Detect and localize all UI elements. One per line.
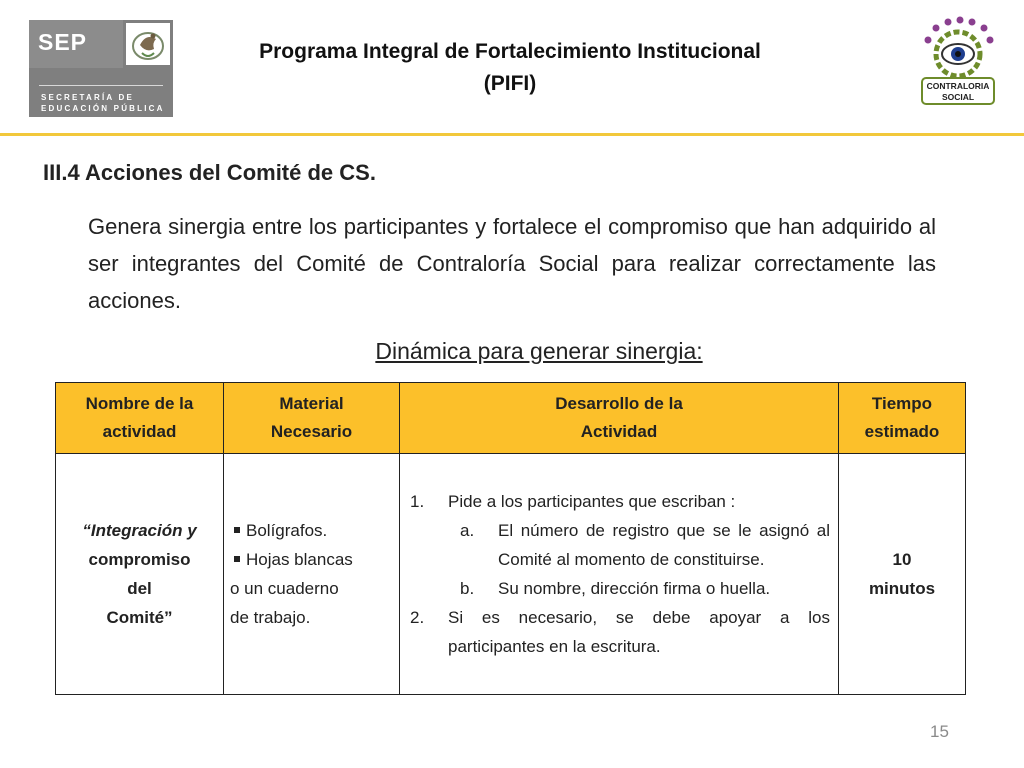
section-heading: III.4 Acciones del Comité de CS. <box>43 160 376 185</box>
table-row <box>56 454 966 695</box>
page-title-line2: (PIFI) <box>483 72 537 95</box>
header-material <box>224 383 400 454</box>
header-divider <box>0 133 1024 136</box>
activity-name-l4: Comité” <box>106 608 173 627</box>
header-development-l1: Desarrollo de la <box>555 394 683 413</box>
list-item <box>410 603 830 661</box>
substep-letter: a. <box>460 521 475 540</box>
step-number: 1. <box>410 492 425 511</box>
page-title-line1: Programa Integral de Fortalecimiento Institucional <box>259 40 761 63</box>
time-unit: minutos <box>868 579 936 598</box>
header-time <box>839 383 966 454</box>
material-cell <box>224 454 400 695</box>
substep-text: El número de registro que se le asignó al Comité al momento de constituirse. <box>498 521 830 569</box>
step-number: 2. <box>410 608 425 627</box>
material-item-2-line2: o un cuaderno <box>230 579 339 598</box>
sep-logo-line2: EDUCACIÓN PÚBLICA <box>41 104 165 113</box>
list-item <box>410 487 830 516</box>
bullet-square-icon <box>234 556 240 562</box>
material-item-2-line1: Hojas blancas <box>246 550 353 569</box>
activity-name-l1: “Integración y <box>82 521 197 540</box>
material-item-2-line3: de trabajo. <box>230 608 311 627</box>
time-cell <box>839 454 966 695</box>
sep-logo <box>29 20 173 117</box>
sep-logo-mark: SEP <box>38 29 88 55</box>
development-cell <box>400 454 839 695</box>
time-value: 10 <box>892 550 912 569</box>
list-item <box>230 545 393 574</box>
step-text: Si es necesario, se debe apoyar a los participantes en la escritura. <box>448 608 830 656</box>
mexican-crest-icon <box>126 23 170 65</box>
contraloria-social-logo <box>916 16 1000 106</box>
activity-name-l3: del <box>127 579 152 598</box>
header-material-l2: Necesario <box>270 422 353 441</box>
header-time-l2: estimado <box>864 422 940 441</box>
header-activity-name-l1: Nombre de la <box>85 394 194 413</box>
header-time-l1: Tiempo <box>871 394 933 413</box>
substep-letter: b. <box>460 579 475 598</box>
sep-logo-divider <box>39 85 163 86</box>
header-activity-name <box>56 383 224 454</box>
substep-text: Su nombre, dirección firma o huella. <box>498 579 771 598</box>
activity-name-l2: compromiso <box>88 550 191 569</box>
material-item-1: Bolígrafos. <box>246 521 328 540</box>
header-activity-name-l2: actividad <box>102 422 177 441</box>
header-development <box>400 383 839 454</box>
list-item <box>460 574 830 603</box>
header-development-l2: Actividad <box>580 422 658 441</box>
table-caption: Dinámica para generar sinergia: <box>375 338 703 364</box>
activity-table <box>55 382 966 695</box>
cs-logo-line1: CONTRALORIA <box>926 81 990 91</box>
step-text: Pide a los participantes que escriban : <box>448 492 736 511</box>
sep-logo-line1: SECRETARÍA DE <box>41 93 135 102</box>
intro-paragraph: Genera sinergia entre los participantes y fortalece el compromiso que han adquirido al ser integrantes del Comité de Contraloría Social para realizar correctamente las acciones. <box>88 214 936 313</box>
activity-name-cell <box>56 454 224 695</box>
sep-logo-tag <box>29 20 123 68</box>
eye-icon <box>942 44 974 64</box>
list-item <box>460 516 830 574</box>
page-title <box>210 36 810 100</box>
table-header-row <box>56 383 966 454</box>
header-material-l1: Material <box>279 394 344 413</box>
material-list <box>230 516 393 632</box>
list-item <box>230 516 393 545</box>
page-number: 15 <box>930 722 949 741</box>
bullet-square-icon <box>234 527 240 533</box>
cs-logo-line2: SOCIAL <box>941 92 975 102</box>
